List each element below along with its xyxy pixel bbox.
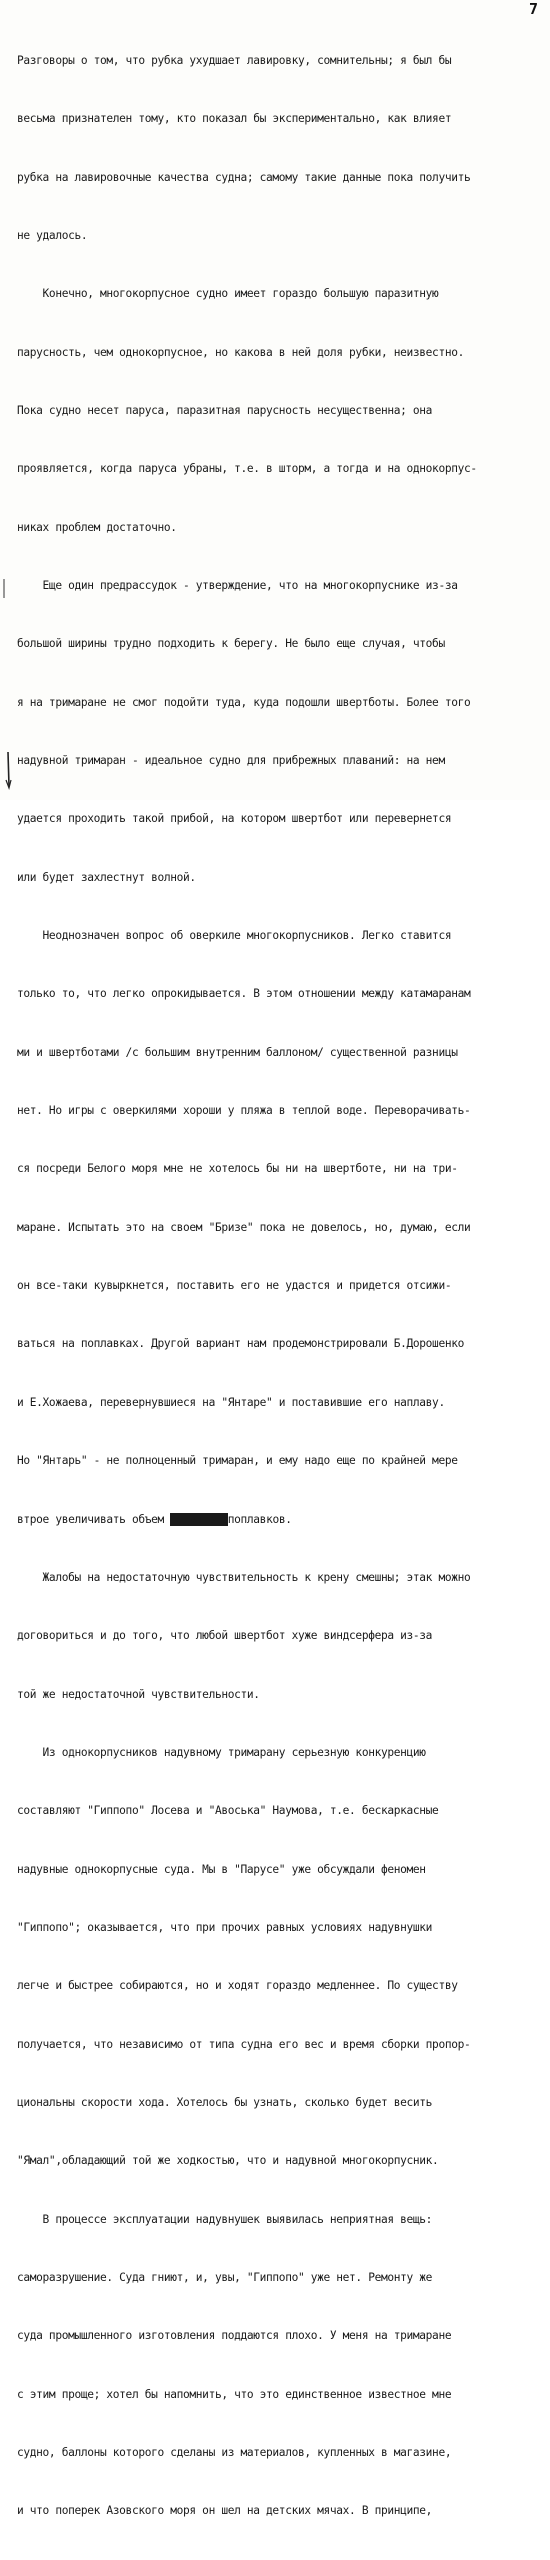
- text-line: получается, что независимо от типа судна его вес и время сборки пропор-: [17, 2037, 471, 2051]
- text-line: легче и быстрее собираются, но и ходят гораздо медленнее. По существу: [17, 1979, 458, 1993]
- text-line: ваться на поплавках. Другой вариант нам продемонстрировали Б.Дорошенко: [17, 1337, 464, 1351]
- text-line: Разговоры о том, что рубка ухудшает лавировку, сомнительны; я был бы: [17, 53, 452, 67]
- text-line-with-strikeout: [17, 1510, 547, 1529]
- text-line: удается проходить такой прибой, на котором швертбот или перевернется: [17, 812, 452, 826]
- text-line: Неоднозначен вопрос об оверкиле многокорпусников. Легко ставится: [17, 929, 452, 943]
- text-line: маране. Испытать это на своем "Бризе" пока не довелось, но, думаю, если: [17, 1220, 471, 1234]
- text-line: той же недостаточной чувствительности.: [17, 1687, 260, 1701]
- text-line: парусность, чем однокорпусное, но какова в ней доля рубки, неизвестно.: [17, 345, 464, 359]
- text-line: или будет захлестнут волной.: [17, 870, 196, 884]
- margin-pen-mark: [0, 578, 8, 600]
- text-line: весьма признателен тому, кто показал бы экспериментально, как влияет: [17, 112, 452, 126]
- text-fragment: втрое увеличивать объем: [17, 1512, 171, 1526]
- text-line: рубка на лавировочные качества судна; самому такие данные пока получить: [17, 170, 471, 184]
- text-line: ми и швертботами /с большим внутренним баллоном/ существенной разницы: [17, 1045, 458, 1059]
- text-line: ся посреди Белого моря мне не хотелось бы ни на швертботе, ни на три-: [17, 1162, 458, 1176]
- text-line: циональны скорости хода. Хотелось бы узнать, сколько будет весить: [17, 2095, 433, 2109]
- text-line: большой ширины трудно подходить к берегу. Не было еще случая, чтобы: [17, 637, 445, 651]
- text-line: Пока судно несет паруса, паразитная парусность несущественна; она: [17, 403, 433, 417]
- text-line: и Е.Хожаева, перевернувшиеся на "Янтаре" и поставившие его наплаву.: [17, 1395, 445, 1409]
- text-line: никах проблем достаточно.: [17, 520, 177, 534]
- text-line: саморазрушение. Суда гниют, и, увы, "Гиппопо" уже нет. Ремонту же: [17, 2270, 433, 2284]
- text-line: договориться и до того, что любой швертбот хуже виндсерфера из-за: [17, 1629, 433, 1643]
- text-line: я на тримаране не смог подойти туда, куда подошли швертботы. Более того: [17, 695, 471, 709]
- text-line: Конечно, многокорпусное судно имеет гораздо большую паразитную: [17, 287, 439, 301]
- text-line: судно, баллоны которого сделаны из материалов, купленных в магазине,: [17, 2446, 452, 2459]
- text-line: с этим проще; хотел бы напомнить, что это единственное известное мне: [17, 2387, 452, 2401]
- margin-pen-mark: [2, 750, 14, 790]
- text-line: "Гиппопо"; оказывается, что при прочих равных условиях надувнушки: [17, 1920, 433, 1934]
- struck-out-word: надувного: [170, 1512, 228, 1526]
- text-line: он все-таки кувыркнется, поставить его не удастся и придется отсижи-: [17, 1279, 452, 1293]
- body-text: [17, 12, 547, 2560]
- text-line: Еще один предрассудок - утверждение, что на многокорпуснике из-за: [17, 579, 458, 592]
- text-line: надувной тримаран - идеальное судно для прибрежных плаваний: на нем: [17, 754, 445, 768]
- page-number: 7: [528, 0, 538, 18]
- text-line: суда промышленного изготовления поддаются плохо. У меня на тримаране: [17, 2329, 452, 2343]
- text-line: не удалось.: [17, 228, 88, 242]
- text-fragment: поплавков.: [227, 1512, 292, 1526]
- text-line: Но "Янтарь" - не полноценный тримаран, и ему надо еще по крайней мере: [17, 1454, 458, 1468]
- text-line: только то, что легко опрокидывается. В этом отношении между катамаранам: [17, 987, 471, 1001]
- text-line: нет. Но игры с оверкилями хороши у пляжа в теплой воде. Переворачивать-: [17, 1104, 471, 1118]
- text-line: надувные однокорпусные суда. Мы в "Парусе" уже обсуждали феномен: [17, 1862, 426, 1876]
- text-line: "Ямал",обладающий той же ходкостью, что и надувной многокорпусник.: [17, 2154, 439, 2168]
- text-line: проявляется, когда паруса убраны, т.е. в шторм, а тогда и на однокорпус-: [17, 462, 477, 476]
- text-line: составляют "Гиппопо" Лосева и "Авоська" Наумова, т.е. бескаркасные: [17, 1804, 439, 1818]
- text-line: В процессе эксплуатации надувнушек выявилась неприятная вещь:: [17, 2212, 433, 2226]
- text-line: Из однокорпусников надувному тримарану серьезную конкуренцию: [17, 1745, 426, 1759]
- text-line: Жалобы на недостаточную чувствительность к крену смешны; этак можно: [17, 1570, 471, 1584]
- text-line: и что поперек Азовского моря он шел на детских мячах. В принципе,: [17, 2504, 433, 2518]
